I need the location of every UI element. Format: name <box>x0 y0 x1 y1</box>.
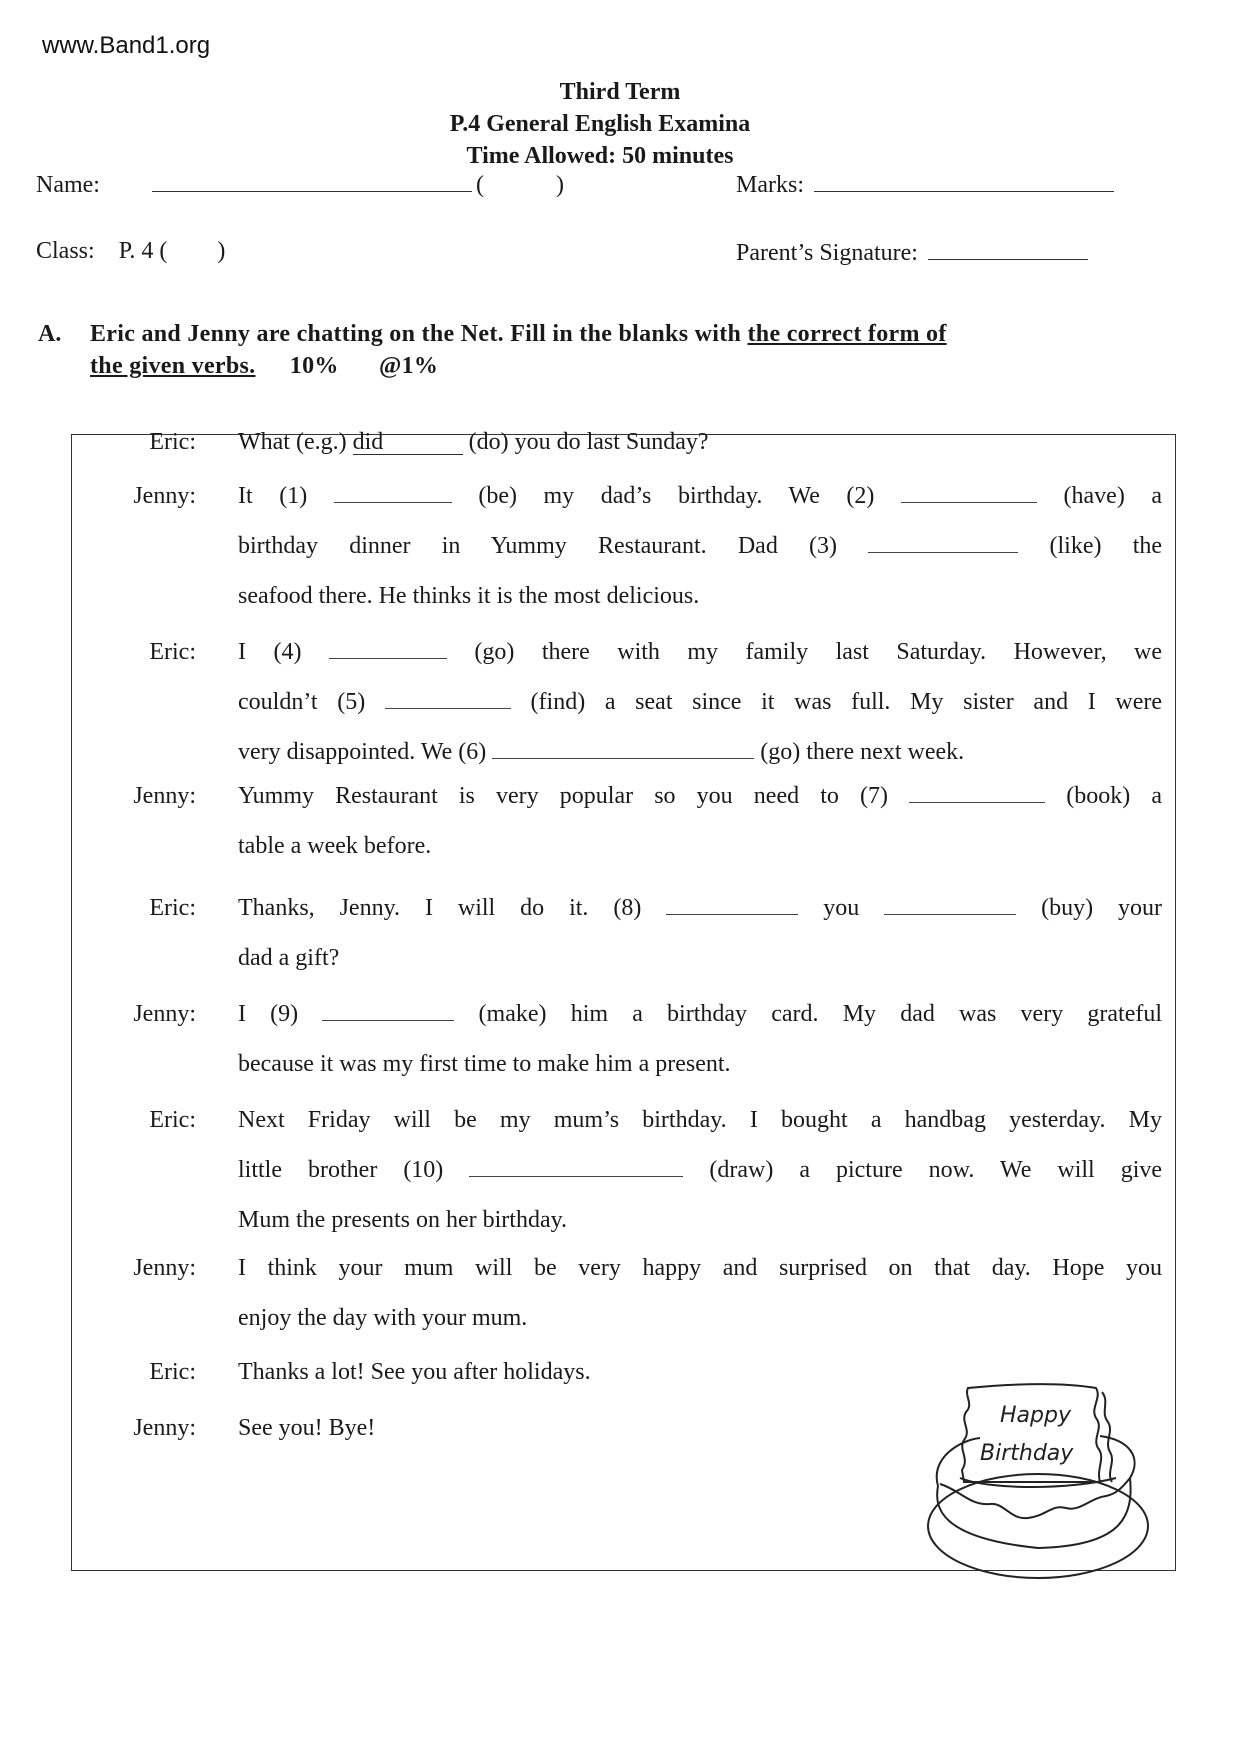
speech-segment: (go) there next week. <box>760 739 965 765</box>
speech-segment: enjoy the day with your mum. <box>238 1305 528 1331</box>
name-input-group <box>148 172 564 199</box>
speech-segment: (have) a <box>1063 483 1163 509</box>
birthday-cake-illustration <box>920 1378 1160 1588</box>
marks-label: Marks: <box>736 172 804 198</box>
class-field <box>36 238 225 265</box>
speech-segment: seafood there. He thinks it is the most delicious. <box>238 583 700 609</box>
instruction-emphasis-1: the correct form of <box>747 321 947 347</box>
speech-segment: because it was my first time to make him a present. <box>238 1051 731 1077</box>
speech-segment: (like) the <box>1049 533 1163 559</box>
answer-blank-5[interactable] <box>385 688 511 709</box>
speech-line <box>238 1095 1162 1145</box>
answer-blank-10[interactable] <box>469 1156 683 1177</box>
speech-line <box>238 1243 1162 1293</box>
name-label: Name: <box>36 172 100 198</box>
signature-label: Parent’s Signature: <box>736 240 918 266</box>
speaker-name: Eric: <box>149 1359 196 1385</box>
speech-text <box>238 1243 1162 1343</box>
signature-input-line[interactable] <box>928 258 1088 260</box>
cake-text-birthday: Birthday <box>980 1441 1074 1466</box>
time-allowed: Time Allowed: 50 minutes <box>466 143 734 169</box>
speech-line <box>238 771 1162 821</box>
speech-segment: I think your mum will be very happy and surprised on that day. Hope you <box>238 1255 1162 1281</box>
class-value: P. 4 ( <box>118 238 168 264</box>
answer-blank-6[interactable] <box>492 738 754 759</box>
speech-line <box>238 727 1162 777</box>
speaker-name: Jenny: <box>133 483 196 509</box>
speaker-name: Jenny: <box>133 1415 196 1441</box>
speech-segment: Mum the presents on her birthday. <box>238 1207 568 1233</box>
speech-text <box>238 471 1162 621</box>
answer-blank-8[interactable] <box>884 894 1016 915</box>
speech-segment: (draw) a picture now. We will give <box>709 1157 1163 1183</box>
speech-text <box>238 1095 1162 1245</box>
speech-segment: What (e.g.) <box>238 429 347 455</box>
speech-line <box>238 933 1162 983</box>
speaker-name: Eric: <box>149 639 196 665</box>
speech-text <box>238 989 1162 1089</box>
speech-line <box>238 883 1162 933</box>
answer-blank-3[interactable] <box>868 532 1018 553</box>
speech-line <box>238 989 1162 1039</box>
speech-line <box>238 627 1162 677</box>
speech-segment: birthday dinner in Yummy Restaurant. Dad (3) <box>238 533 838 559</box>
marks-per-item: @1% <box>378 353 439 379</box>
class-label: Class: <box>36 238 95 264</box>
speech-line <box>238 1145 1162 1195</box>
speech-segment: Thanks, Jenny. I will do it. (8) <box>238 895 642 921</box>
speech-line <box>238 1293 1162 1343</box>
instruction-emphasis-2: the given verbs. <box>90 353 256 379</box>
speech-segment: table a week before. <box>238 833 432 859</box>
speaker-name: Jenny: <box>133 1001 196 1027</box>
answer-blank-4[interactable] <box>329 638 447 659</box>
marks-field <box>736 172 1118 199</box>
speech-segment: dad a gift? <box>238 945 340 971</box>
speech-segment: (buy) your <box>1041 895 1163 921</box>
speech-segment: Thanks a lot! See you after holidays. <box>238 1359 591 1385</box>
speech-segment: little brother (10) <box>238 1157 444 1183</box>
speech-segment: (be) my dad’s birthday. We (2) <box>478 483 875 509</box>
section-letter: A. <box>38 321 62 347</box>
speech-segment: See you! Bye! <box>238 1415 376 1441</box>
speech-line <box>238 1039 1162 1089</box>
speaker-name: Eric: <box>149 895 196 921</box>
speech-line <box>238 821 1162 871</box>
speech-segment: very disappointed. We (6) <box>238 739 487 765</box>
speech-segment: (do) you do last Sunday? <box>468 429 709 455</box>
speech-line <box>238 417 1162 467</box>
speech-segment: (go) there with my family last Saturday. However, we <box>474 639 1163 665</box>
name-number-paren-open: ( <box>476 172 484 198</box>
speech-text <box>238 771 1162 871</box>
speech-segment: (book) a <box>1066 783 1163 809</box>
answer-blank-7[interactable] <box>909 782 1045 803</box>
instruction-text: Eric and Jenny are chatting on the Net. Fill in the blanks with <box>90 321 742 347</box>
name-number-paren-close: ) <box>556 172 564 198</box>
answer-blank-9[interactable] <box>322 1000 454 1021</box>
section-a-instruction <box>38 318 1168 382</box>
speech-text <box>238 417 1162 467</box>
cake-text-happy: Happy <box>1000 1403 1071 1428</box>
speech-segment: Yummy Restaurant is very popular so you need to (7) <box>238 783 888 809</box>
signature-field <box>736 240 1092 267</box>
section-total-marks: 10% <box>289 353 339 379</box>
exam-title: P.4 General English Examina <box>449 111 751 137</box>
answer-blank-2[interactable] <box>901 482 1037 503</box>
speech-line <box>238 571 1162 621</box>
speech-segment: I (4) <box>238 639 302 665</box>
term-title: Third Term <box>559 79 681 105</box>
speaker-name: Eric: <box>149 1107 196 1133</box>
speech-segment: couldn’t (5) <box>238 689 366 715</box>
example-answer: did <box>353 430 463 455</box>
speech-line <box>238 521 1162 571</box>
speech-segment: It (1) <box>238 483 308 509</box>
speech-line <box>238 1195 1162 1245</box>
speaker-name: Jenny: <box>133 1255 196 1281</box>
speaker-name: Jenny: <box>133 783 196 809</box>
speech-text <box>238 883 1162 983</box>
answer-blank-1[interactable] <box>334 482 452 503</box>
speech-line <box>238 471 1162 521</box>
speech-segment: (find) a seat since it was full. My sister and I were <box>530 689 1163 715</box>
speech-line <box>238 677 1162 727</box>
answer-blank-8[interactable] <box>666 894 798 915</box>
watermark-site-url: www.Band1.org <box>42 32 211 59</box>
speech-text <box>238 627 1162 777</box>
name-field-row <box>36 172 100 199</box>
cake-icon <box>920 1378 1160 1588</box>
speaker-name: Eric: <box>149 429 196 455</box>
speech-segment: I (9) <box>238 1001 299 1027</box>
marks-input-line[interactable] <box>814 190 1114 192</box>
speech-segment: you <box>823 895 860 921</box>
speech-segment: (make) him a birthday card. My dad was very grateful <box>478 1001 1163 1027</box>
name-input-line[interactable] <box>152 190 472 192</box>
class-paren-close: ) <box>217 238 226 264</box>
exam-header <box>380 76 820 172</box>
speech-segment: Next Friday will be my mum’s birthday. I bought a handbag yesterday. My <box>238 1107 1162 1133</box>
